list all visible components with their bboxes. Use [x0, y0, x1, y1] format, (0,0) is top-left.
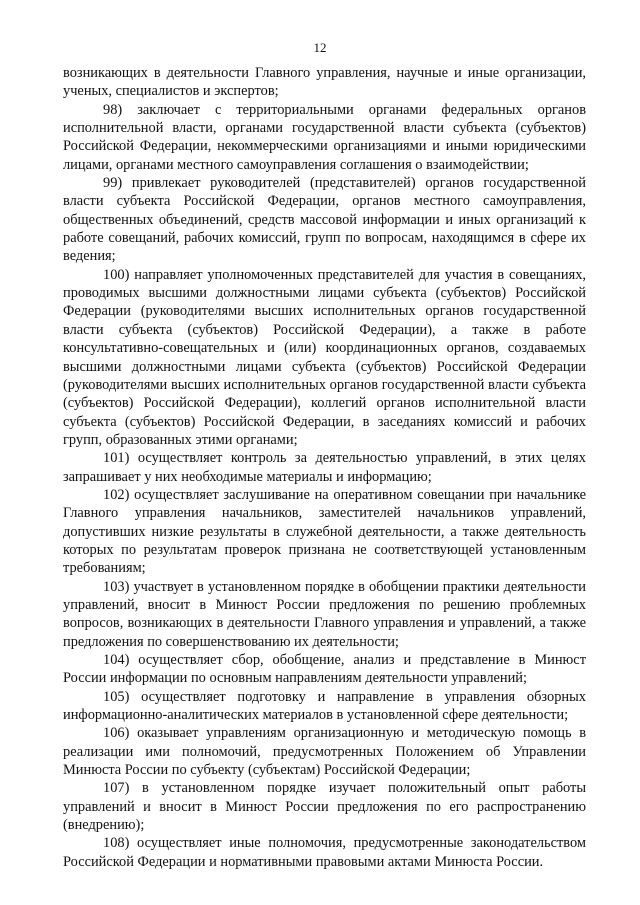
document-body [63, 64, 586, 871]
paragraph-item-99: 99) привлекает руководителей (представителей) органов государственной власти субъекта Российской Федерации, органов местного самоуправления, общественных объединений, средств массовой информации и иных организаций к работе совещаний, рабочих комиссий, групп по вопросам, находящимся в сфере их ведения; [63, 175, 586, 265]
paragraph-item-102: 102) осуществляет заслушивание на оперативном совещании при начальнике Главного управления начальников, заместителей начальников управлений, допустивших низкие результаты в служебной деятельности, а также деятельность которых по результатам проверок признана не соответствующей установленным требованиям; [63, 486, 586, 577]
paragraph-item-106: 106) оказывает управлениям организационную и методическую помощь в реализации ими полномочий, предусмотренных Положением об Управлении Минюста России по субъекту (субъектам) Российской Федерации; [63, 725, 586, 779]
paragraph-continuation: возникающих в деятельности Главного управления, научные и иные организации, ученых, специалистов и экспертов; [63, 65, 586, 100]
paragraph-item-104: 104) осуществляет сбор, обобщение, анализ и представление в Минюст России информации по основным направлениям деятельности управлений; [63, 652, 586, 687]
paragraph-item-100: 100) направляет уполномоченных представителей для участия в совещаниях, проводимых высшими должностными лицами субъекта (субъектов) Российской Федерации (руководителями высших исполнительных органов государственной власти субъекта (субъектов) Российской Федерации), а также в работе консультативно-совещательных и (или) координационных органов, создаваемых высшими должностными лицами субъекта (субъектов) Российской Федерации (руководителями высших исполнительных органов государственной власти субъекта (субъектов) Российской Федерации), коллегий органов исполнительной власти субъекта (субъектов) Российской Федерации, в заседаниях комиссий и рабочих групп, образованных этими органами; [63, 266, 586, 448]
paragraph-item-103: 103) участвует в установленном порядке в обобщении практики деятельности управлений, вносит в Минюст России предложения по решению проблемных вопросов, возникающих в деятельности Главного управления и управлений, а также предложения по совершенствованию их деятельности; [63, 578, 586, 650]
paragraph-item-107: 107) в установленном порядке изучает положительный опыт работы управлений и вносит в Минюст России предложения по его распространению (внедрению); [63, 780, 586, 834]
paragraph-item-105: 105) осуществляет подготовку и направление в управления обзорных информационно-аналитических материалов в установленной сфере деятельности; [63, 688, 586, 724]
paragraph-item-108: 108) осуществляет иные полномочия, предусмотренные законодательством Российской Федерации и нормативными правовыми актами Минюста России. [63, 835, 586, 870]
paragraph-item-98: 98) заключает с территориальными органами федеральных органов исполнительной власти, органами государственной власти субъекта (субъектов) Российской Федерации, некоммерческими организациями и иными юридическими лицами, органами местного самоуправления соглашения о взаимодействии; [63, 101, 586, 173]
paragraph-item-101: 101) осуществляет контроль за деятельностью управлений, в этих целях запрашивает у них необходимые материалы и информацию; [63, 450, 586, 485]
page-number: 12 [313, 40, 327, 55]
